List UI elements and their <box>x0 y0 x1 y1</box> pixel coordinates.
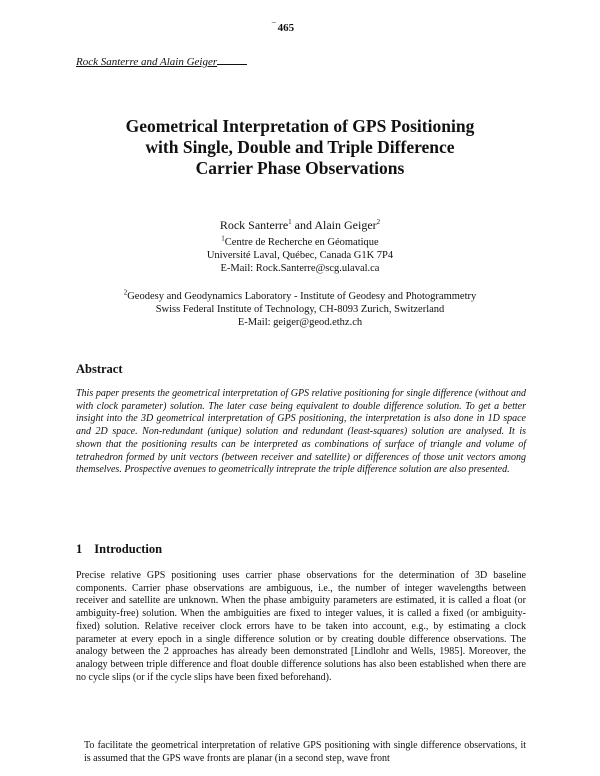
abstract-text: This paper presents the geometrical interpretation of GPS relative positioning for single difference (without and with clock parameter) solution. The later case being equivalent to double difference solution. To get a better insight into the 3D geometrical interpretation of GPS positioning, the interpretation is also done in 1D space and 2D space. Non-redundant (unique) solution and redundant (least-squares) solution are analysed. It is shown that the positioning results can be interpreted as combinations of surface of triangle and volume of tetrahedron formed by unit vectors (between receiver and satellite) or differences of those unit vectors among themselves. Prospective avenues to geometrically intreprate the triple difference solution are also presented. <box>76 388 526 476</box>
affiliation-2: $^2$Geodesy and Geodynamics Laboratory - Institute of Geodesy and Photogrammetry Swiss Federal Institute of Technology, CH-8093 Zurich, Switzerland E-Mail: geiger@geod.ethz.ch <box>60 290 540 329</box>
author-name: Rock Santerre <box>219 218 289 232</box>
intro-paragraph-2: To facilitate the geometrical interpretation of relative GPS positioning with single difference observations, it is assumed that the GPS wave fronts are planar (in a second step, wave front <box>84 740 526 764</box>
title-line: Carrier Phase Observations <box>195 158 405 178</box>
intro-paragraph-1: Precise relative GPS positioning uses carrier phase observations for the determination of 3D baseline components. Carrier phase observations are ambiguous, i.e., the number of integer wavelengths between receiver and satellite are unknown. When the phase ambiguity parameters are estimated, it is called a float (or ambiguity-free) solution. When the ambiguities are fixed to integer values, it is called a fixed (or ambiguity-fixed) solution. Relative receiver clock errors have to be taken into account, e.g., by estimating a clock parameter at every epoch in a single difference solution or by creating double difference observations. The analogy between the 2 approaches has already been demonstrated [Lindlohr and Wells, 1985]. Moreover, the analogy between triple difference and float double difference solutions has also been established when there are no cycle slips (or if the cycle slips have been fixed beforehand). <box>76 570 526 683</box>
author-name: Alain Geiger <box>314 218 377 232</box>
abstract-heading: Abstract <box>76 362 123 376</box>
introduction-heading: 1 Introduction <box>76 542 163 556</box>
affiliation-1: $^1$Centre de Recherche en Géomatique Université Laval, Québec, Canada G1K 7P4 E-Mail: Rock.Santerre@scg.ulaval.ca <box>60 236 540 275</box>
authors-line: Rock Santerre$^1$ and Alain Geiger$^2$ <box>219 218 381 232</box>
title-line: Geometrical Interpretation of GPS Positioning <box>125 116 475 136</box>
title-line: with Single, Double and Triple Difference <box>145 137 455 157</box>
paper-title <box>60 116 540 179</box>
email-1: E-Mail: Rock.Santerre@scg.ulaval.ca <box>220 263 380 274</box>
running-header: Rock Santerre and Alain Geiger <box>76 56 247 68</box>
page-number: ‾ 465 <box>272 22 295 34</box>
email-2: E-Mail: geiger@geod.ethz.ch <box>237 317 363 328</box>
